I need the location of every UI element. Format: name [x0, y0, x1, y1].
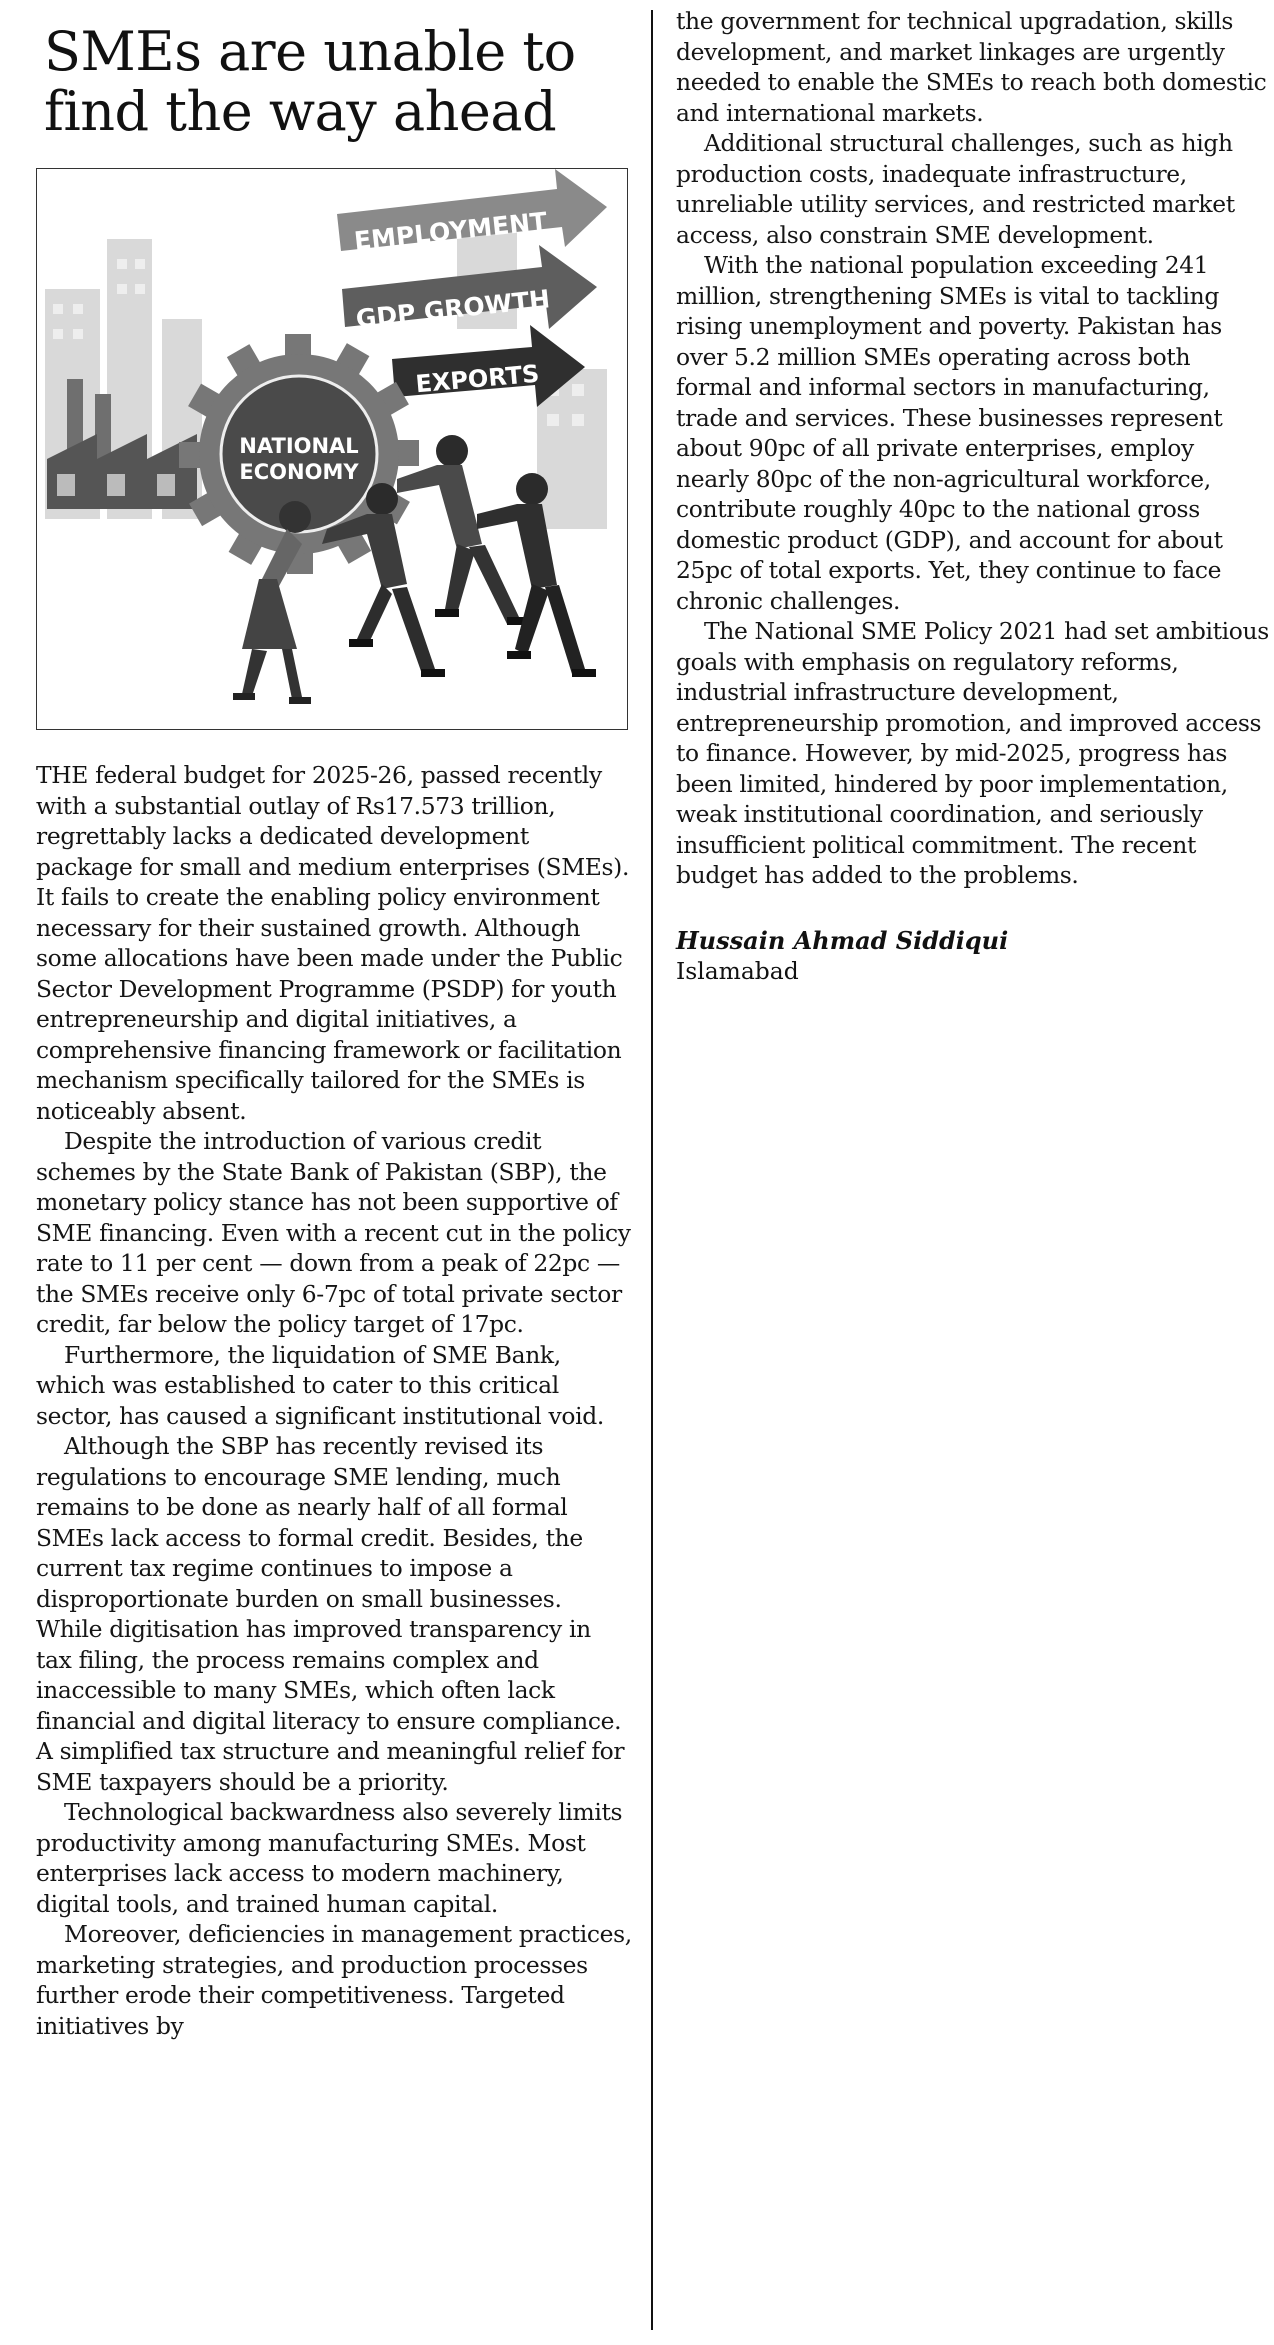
author-location: Islamabad — [676, 956, 799, 985]
byline — [676, 925, 1268, 987]
right-column-body — [676, 6, 1272, 891]
article-illustration — [36, 168, 628, 730]
employment-arrow — [337, 169, 607, 256]
author-name: Hussain Ahmad Siddiqui — [676, 925, 1009, 955]
svg-text:ECONOMY: ECONOMY — [239, 460, 359, 484]
paragraph: Although the SBP has recently revised its regulations to encourage SME lending, much remains to be done as nearly half of all formal SMEs lack access to formal credit. Besides, the current tax regime continues to impose a disproportionate burden on small businesses. While digitisation has improved transparency in tax filing, the process remains complex and inaccessible to many SMEs, which often lack financial and digital literacy to ensure compliance. A simplified tax structure and meaningful relief for SME taxpayers should be a priority. — [36, 1432, 625, 1796]
svg-text:EXPORTS: EXPORTS — [414, 359, 541, 399]
svg-text:EMPLOYMENT: EMPLOYMENT — [352, 206, 549, 256]
svg-text:NATIONAL: NATIONAL — [239, 434, 359, 458]
paragraph: Additional structural challenges, such as high production costs, inadequate infrastructure, unreliable utility services, and restricted market access, also constrain SME development. — [676, 129, 1235, 249]
paragraph: Technological backwardness also severely limits productivity among manufacturing SMEs. Most enterprises lack access to modern machinery, digital tools, and trained human capital. — [36, 1798, 623, 1918]
paragraph: With the national population exceeding 241 million, strengthening SMEs is vital to tackling rising unemployment and poverty. Pakistan has over 5.2 million SMEs operating across both formal and informal sectors in manufacturing, trade and services. These businesses represent about 90pc of all private enterprises, employ nearly 80pc of the non-agricultural workforce, contribute roughly 40pc to the national gross domestic product (GDP), and account for about 25pc of total exports. Yet, they continue to face chronic challenges. — [676, 251, 1223, 615]
left-column — [36, 10, 632, 2041]
paragraph: THE federal budget for 2025-26, passed recently with a substantial outlay of Rs17.573 trillion, regrettably lacks a dedicated development package for small and medium enterprises (SMEs). It fails to create the enabling policy environment necessary for their sustained growth. Although some allocations have been made under the Public Sector Development Programme (PSDP) for youth entrepreneurship and digital initiatives, a comprehensive financing framework or facilitation mechanism specifically tailored for the SMEs is noticeably absent. — [36, 761, 630, 1125]
paragraph: the government for technical upgradation, skills development, and market linkages are urgently needed to enable the SMEs to reach both domestic and international markets. — [676, 7, 1267, 127]
right-column — [676, 7, 1269, 987]
paragraph: Moreover, deficiencies in management practices, marketing strategies, and production processes further erode their competitiveness. Targeted initiatives by — [36, 1920, 632, 2040]
illustration-svg — [37, 169, 627, 729]
left-column-body — [36, 760, 632, 2041]
paragraph: Despite the introduction of various credit schemes by the State Bank of Pakistan (SBP), the monetary policy stance has not been supportive of SME financing. Even with a recent cut in the policy rate to 11 per cent — down from a peak of 22pc — the SMEs receive only 6-7pc of total private sector credit, far below the policy target of 17pc. — [36, 1127, 631, 1338]
paragraph: The National SME Policy 2021 had set ambitious goals with emphasis on regulatory reforms, industrial infrastructure development, entrepreneurship promotion, and improved access to finance. However, by mid-2025, progress has been limited, hindered by poor implementation, weak institutional coordination, and seriously insufficient political commitment. The recent budget has added to the problems. — [676, 617, 1269, 889]
column-divider — [651, 10, 653, 2330]
svg-text:GDP GROWTH: GDP GROWTH — [354, 284, 552, 334]
headline: SMEs are unable to find the way ahead — [44, 20, 576, 143]
paragraph: Furthermore, the liquidation of SME Bank, which was established to cater to this critical sector, has caused a significant institutional void. — [36, 1340, 604, 1430]
